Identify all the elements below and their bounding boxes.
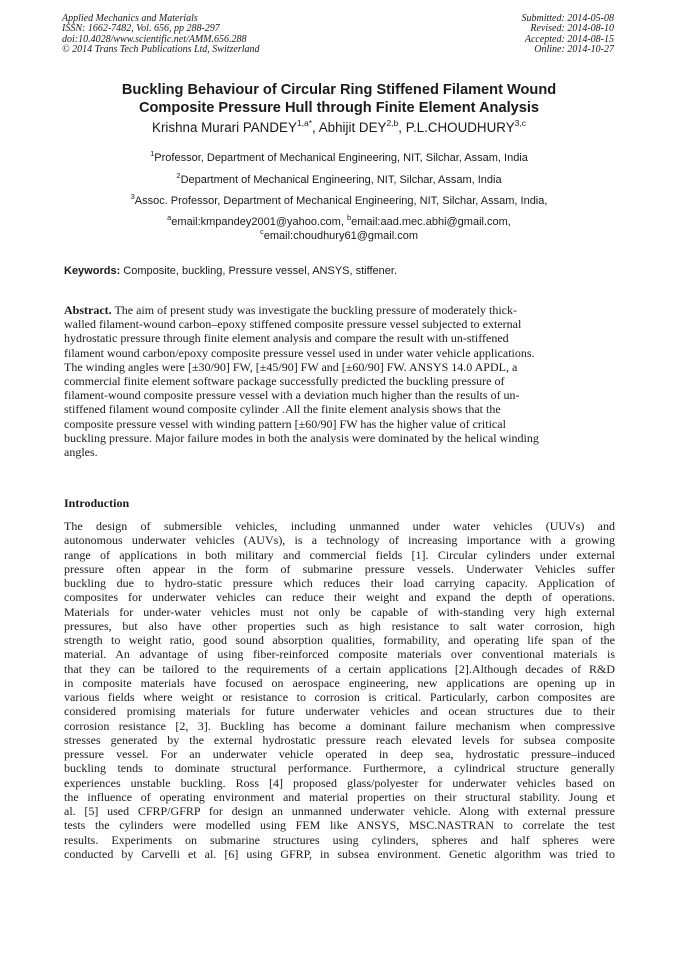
- body-line: various fields where weight or resistance to corrosion is critical. Particularly, carbon composites are: [64, 690, 615, 704]
- body-line: experiences unstable buckling. Ross [4] proposed glass/polyester for underwater vehicles based on: [64, 775, 615, 790]
- email-line: [40, 227, 638, 242]
- email-link[interactable]: email:choudhury61@gmail.com: [263, 230, 418, 242]
- abstract-line: stiffened filament wound composite cylinder .All the finite element analysis shows that the: [64, 402, 501, 417]
- author-name: P.L.CHOUDHURY: [405, 120, 515, 135]
- date-revised: Revised: 2014-08-10: [530, 23, 614, 35]
- submission-dates: [522, 14, 615, 56]
- email-marker: c: [260, 227, 264, 236]
- email-marker: a: [167, 213, 172, 222]
- body-line: stresses generated by the external hydrostatic pressure reach elevated levels for subsea composite: [64, 732, 615, 747]
- body-line: pressure vessel. For an underwater vehicle operated in deep sea, hydrostatic pressure–induced: [64, 747, 615, 761]
- abstract-line: walled filament-wound carbon–epoxy stiffened composite pressure vessel subjected to external: [64, 317, 522, 332]
- author-marker: 2,b: [386, 118, 399, 128]
- abstract-line: filament-wound composite pressure vessel with a deviation much higher than the results of un-: [64, 388, 520, 403]
- body-line: results. Experiments on submarine structures using cylinders, spheres and half spheres were: [64, 832, 615, 847]
- body-line: in composite materials have focused on aerospace engineering, new applications are opening up in: [64, 675, 615, 690]
- body-line: corrosion resistance [2, 3]. Buckling has become a dominant failure mechanism when compressive: [64, 718, 615, 733]
- journal-issn: ISSN: 1662-7482, Vol. 656, pp 288-297: [62, 23, 220, 35]
- keywords: [64, 265, 616, 277]
- body-line: Materials for under-water vehicles must not only be capable of with-standing very high external: [64, 604, 615, 619]
- affiliation: [40, 192, 638, 207]
- journal-copyright: © 2014 Trans Tech Publications Ltd, Switzerland: [62, 44, 260, 56]
- author-separator: ,: [398, 120, 406, 135]
- affiliation-marker: 2: [176, 171, 181, 180]
- author-marker: 1,a*: [296, 118, 313, 128]
- body-line: strength to weight ratio, good sound absorption qualities, formability, and operating life span of the: [64, 633, 615, 647]
- body-line: al. [5] used CFRP/GFRP for design an unmanned underwater vehicle. Along with external pressure: [64, 804, 615, 818]
- affiliation-text: Professor, Department of Mechanical Engineering, NIT, Silchar, Assam, India: [154, 152, 528, 164]
- body-line: pressure often appear in the form of submarine pressure vessels. Underwater Vehicles suffer: [64, 561, 615, 576]
- journal-doi[interactable]: doi:10.4028/www.scientific.net/AMM.656.288: [62, 33, 247, 45]
- keywords-text: Composite, buckling, Pressure vessel, ANSYS, stiffener.: [120, 265, 398, 277]
- body-line: conducted by Carvelli et al. [6] using GFRP, in subsea environment. Genetic algorithm was tried to: [64, 846, 615, 861]
- body-line: that they can be tailored to the requirements of a certain applications [2].Although decades of R&D: [64, 661, 615, 676]
- body-line: tests the cylinders were modelled using FEM like ANSYS, MSC.NASTRAN to correlate the test: [64, 818, 615, 833]
- abstract-label: Abstract.: [64, 303, 112, 317]
- email-marker: b: [346, 213, 352, 222]
- abstract-line-text: The aim of present study was investigate the buckling pressure of moderately thick-: [111, 303, 517, 317]
- affiliation-marker: 1: [150, 149, 155, 158]
- body-line: range of applications in both military and commercial fields [1]. Circular cylinders under external: [64, 547, 615, 562]
- email-link[interactable]: email:kmpandey2001@yahoo.com,: [171, 216, 347, 228]
- abstract-line: angles.: [64, 445, 98, 460]
- author-marker: 3,c: [514, 118, 526, 128]
- abstract: [64, 303, 615, 459]
- abstract-line: [64, 303, 615, 317]
- affiliation: [40, 149, 638, 164]
- body-line: buckling due to hydro-static pressure which reduces their load carrying capacity. Application of: [64, 576, 615, 590]
- keywords-label: Keywords:: [64, 265, 121, 277]
- date-submitted: Submitted: 2014-05-08: [521, 13, 614, 24]
- abstract-line: commercial finite element software package successfully predicted the buckling pressure of: [64, 374, 505, 389]
- abstract-line: hydrostatic pressure through finite element analysis and compare the result with un-stiffened: [64, 331, 509, 346]
- journal-name: Applied Mechanics and Materials: [62, 13, 198, 24]
- introduction-body: [64, 519, 615, 861]
- author-name: Abhijit DEY: [318, 120, 387, 135]
- email-line: [40, 213, 638, 228]
- body-line: pressures, but also have other properties such as high resistance to salt water corrosion, high: [64, 618, 615, 633]
- email-link[interactable]: email:aad.mec.abhi@gmail.com,: [351, 216, 511, 228]
- title-line: Composite Pressure Hull through Finite Element Analysis: [138, 100, 540, 116]
- author-list: [40, 120, 638, 135]
- abstract-line: The winding angles were [±30/90] FW, [±45/90] FW and [±60/90] FW. ANSYS 14.0 APDL, a: [64, 359, 518, 374]
- date-accepted: Accepted: 2014-08-15: [524, 33, 614, 45]
- abstract-line: buckling pressure. Major failure modes in both the analysis were dominated by the helical winding: [64, 430, 539, 445]
- paper-title: [40, 81, 638, 117]
- affiliation-text: Department of Mechanical Engineering, NIT, Silchar, Assam, India: [180, 174, 502, 186]
- affiliation-text: Assoc. Professor, Department of Mechanical Engineering, NIT, Silchar, Assam, India,: [134, 195, 548, 207]
- affiliation-marker: 3: [130, 192, 135, 201]
- body-line: considered promising materials for future underwater vehicles and ocean structures due to their: [64, 704, 615, 719]
- date-online: Online: 2014-10-27: [534, 44, 614, 56]
- abstract-line: composite pressure vessel with winding pattern [±60/90] FW has the higher value of critical: [64, 416, 506, 431]
- body-line: composites for underwater vehicles can reduce their weight and expand the depth of operations.: [64, 590, 615, 605]
- body-line: material. An advantage of using fiber-reinforced composite materials over conventional materials is: [64, 647, 615, 662]
- author-name: Krishna Murari PANDEY: [152, 120, 297, 135]
- body-line: the influence of operating environment and material properties on their structural stability. Joung et: [64, 789, 615, 804]
- abstract-line: filament wound carbon/epoxy composite pressure vessel used in under water vehicle applications.: [64, 345, 535, 360]
- journal-info: [62, 14, 260, 56]
- affiliation: [40, 171, 638, 186]
- author-separator: ,: [312, 120, 319, 135]
- section-heading-introduction: Introduction: [64, 496, 130, 510]
- body-line: autonomous underwater vehicles (AUVs), is a technology of increasing importance with a growing: [64, 533, 615, 548]
- body-line: buckling tends to dominate structural performance. Furthermore, a cylindrical structure generally: [64, 761, 615, 776]
- body-line: The design of submersible vehicles, including unmanned under water vehicles (UUVs) and: [64, 519, 615, 533]
- title-line: Buckling Behaviour of Circular Ring Stiffened Filament Wound: [121, 82, 557, 98]
